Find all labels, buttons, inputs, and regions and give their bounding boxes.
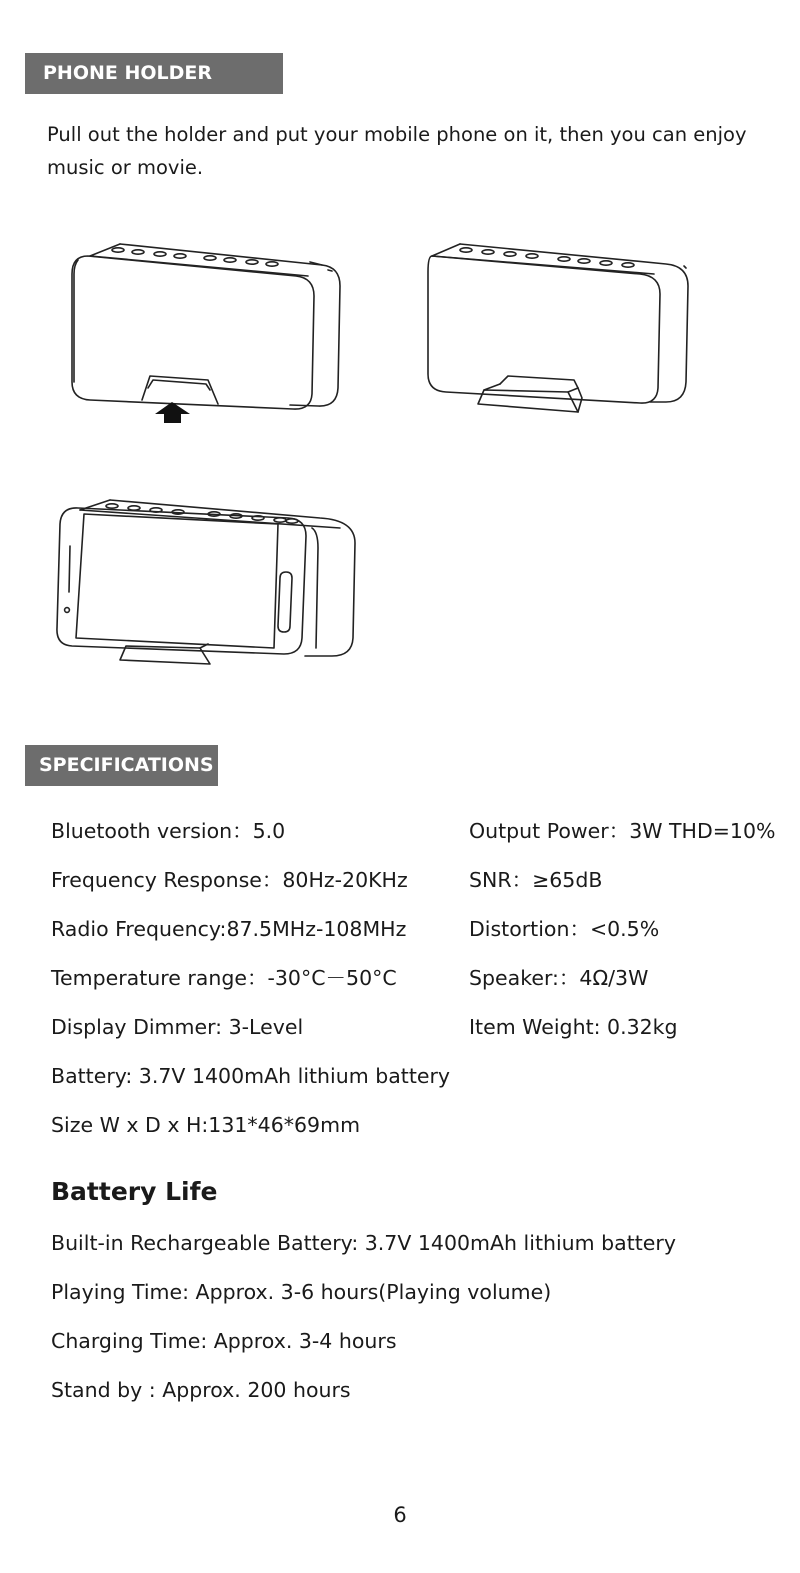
spec-radio-frequency: Radio Frequency:87.5MHz-108MHz [51, 917, 407, 941]
spec-snr: SNR：≥65dB [469, 868, 603, 892]
phone-holder-heading: PHONE HOLDER [25, 53, 283, 94]
spec-size: Size W x D x H:131*46*69mm [51, 1113, 361, 1137]
speaker-holder-extended-illustration [418, 232, 708, 422]
battery-life-item: Stand by : Approx. 200 hours [51, 1378, 351, 1402]
spec-item-weight: Item Weight: 0.32kg [469, 1015, 678, 1039]
spec-distortion: Distortion：<0.5% [469, 917, 660, 941]
spec-bluetooth-version: Bluetooth version：5.0 [51, 819, 286, 843]
specifications-heading: SPECIFICATIONS [25, 745, 218, 786]
page-number: 6 [393, 1503, 407, 1527]
spec-frequency-response: Frequency Response：80Hz-20KHz [51, 868, 408, 892]
spec-speaker: Speaker:：4Ω/3W [469, 966, 649, 990]
phone-holder-description: Pull out the holder and put your mobile phone on it, then you can enjoy music or movie. [47, 123, 747, 179]
spec-temperature-range: Temperature range：-30°C－50°C [51, 966, 397, 990]
speaker-holder-push-illustration [60, 230, 360, 425]
speaker-with-phone-illustration [50, 488, 365, 668]
spec-display-dimmer: Display Dimmer: 3-Level [51, 1015, 304, 1039]
battery-life-item: Built-in Rechargeable Battery: 3.7V 1400mAh lithium battery [51, 1231, 676, 1255]
battery-life-heading: Battery Life [51, 1177, 218, 1206]
battery-life-item: Charging Time: Approx. 3-4 hours [51, 1329, 397, 1353]
spec-output-power: Output Power：3W THD=10% [469, 819, 776, 843]
battery-life-item: Playing Time: Approx. 3-6 hours(Playing volume) [51, 1280, 552, 1304]
spec-battery: Battery: 3.7V 1400mAh lithium battery [51, 1064, 451, 1088]
